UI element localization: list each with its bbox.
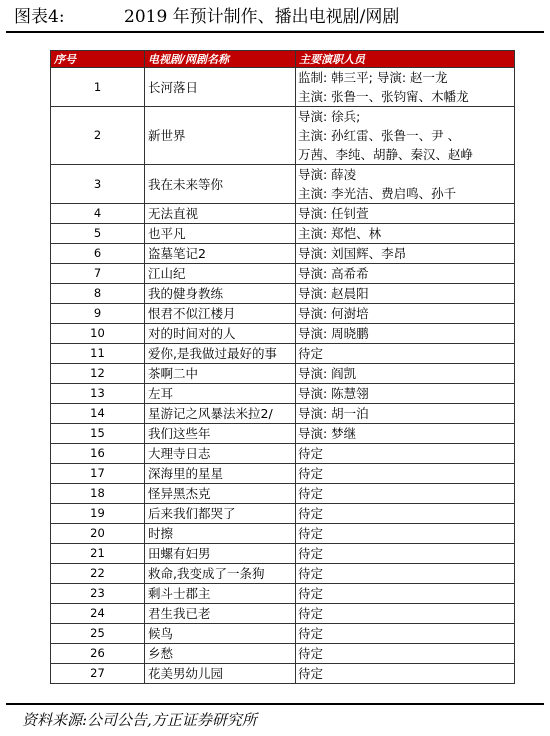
top-rule [6, 31, 544, 33]
cast-crew [296, 224, 515, 244]
cast-line: 导演: 任钊萱 [298, 206, 369, 221]
row-number: 7 [51, 264, 145, 284]
table-body [51, 68, 515, 684]
table-row [51, 68, 515, 107]
drama-name: 田螺有妇男 [145, 544, 296, 564]
table-row [51, 524, 515, 544]
cast-line: 导演: 陈慧翎 [298, 386, 369, 401]
cast-line: 待定 [298, 546, 324, 561]
row-number: 22 [51, 564, 145, 584]
row-number: 18 [51, 484, 145, 504]
cast-line: 导演: 高希希 [298, 266, 369, 281]
cast-crew [296, 524, 515, 544]
drama-name: 怪异黑杰克 [145, 484, 296, 504]
table-row [51, 584, 515, 604]
cast-crew [296, 424, 515, 444]
row-number: 9 [51, 304, 145, 324]
cast-line: 待定 [298, 486, 324, 501]
table-row [51, 544, 515, 564]
table-row [51, 444, 515, 464]
cast-crew [296, 624, 515, 644]
figure-title [14, 4, 544, 30]
cast-crew [296, 204, 515, 224]
cast-line: 万茜、李纯、胡静、秦汉、赵峥 [298, 147, 474, 162]
drama-name: 左耳 [145, 384, 296, 404]
cast-line: 待定 [298, 466, 324, 481]
row-number: 5 [51, 224, 145, 244]
row-number: 26 [51, 644, 145, 664]
drama-name: 候鸟 [145, 624, 296, 644]
drama-name: 乡愁 [145, 644, 296, 664]
drama-name: 剩斗士郡主 [145, 584, 296, 604]
cast-line: 监制: 韩三平; 导演: 赵一龙 [298, 70, 448, 85]
drama-name: 深海里的星星 [145, 464, 296, 484]
cast-crew [296, 107, 515, 165]
table-row [51, 664, 515, 684]
drama-name: 我在未来等你 [145, 165, 296, 204]
cast-line: 待定 [298, 506, 324, 521]
row-number: 8 [51, 284, 145, 304]
table-row [51, 564, 515, 584]
table-row [51, 165, 515, 204]
cast-line: 待定 [298, 586, 324, 601]
table-row [51, 344, 515, 364]
row-number: 1 [51, 68, 145, 107]
row-number: 25 [51, 624, 145, 644]
cast-line: 导演: 赵晨阳 [298, 286, 369, 301]
table-row [51, 284, 515, 304]
cast-line: 待定 [298, 646, 324, 661]
cast-crew [296, 584, 515, 604]
table-row [51, 484, 515, 504]
cast-crew [296, 284, 515, 304]
cast-line: 主演: 李光洁、费启鸣、孙千 [298, 186, 457, 201]
row-number: 13 [51, 384, 145, 404]
cast-line: 主演: 郑恺、林 [298, 226, 382, 241]
cast-line: 导演: 何澍培 [298, 306, 369, 321]
drama-name: 救命,我变成了一条狗 [145, 564, 296, 584]
drama-name: 后来我们都哭了 [145, 504, 296, 524]
cast-line: 导演: 周晓鹏 [298, 326, 369, 341]
cast-line: 导演: 胡一泊 [298, 406, 369, 421]
cast-crew [296, 68, 515, 107]
drama-name: 新世界 [145, 107, 296, 165]
row-number: 16 [51, 444, 145, 464]
cast-line: 主演: 张鲁一、张钧甯、木幡龙 [298, 89, 469, 104]
row-number: 19 [51, 504, 145, 524]
row-number: 23 [51, 584, 145, 604]
row-number: 20 [51, 524, 145, 544]
cast-crew [296, 384, 515, 404]
cast-line: 导演: 薛凌 [298, 167, 357, 182]
row-number: 10 [51, 324, 145, 344]
cast-line: 导演: 徐兵; [298, 109, 361, 124]
table-row [51, 424, 515, 444]
drama-name: 时擦 [145, 524, 296, 544]
row-number: 2 [51, 107, 145, 165]
cast-crew [296, 664, 515, 684]
cast-line: 待定 [298, 566, 324, 581]
drama-name: 花美男幼儿园 [145, 664, 296, 684]
header-cast: 主要演职人员 [296, 51, 515, 68]
cast-line: 待定 [298, 446, 324, 461]
row-number: 12 [51, 364, 145, 384]
table-row [51, 224, 515, 244]
table-header-row [51, 51, 515, 68]
table-row [51, 107, 515, 165]
cast-crew [296, 264, 515, 284]
table-row [51, 644, 515, 664]
cast-line: 主演: 孙红雷、张鲁一、尹 、 [298, 128, 461, 143]
drama-name: 无法直视 [145, 204, 296, 224]
row-number: 14 [51, 404, 145, 424]
drama-name: 爱你,是我做过最好的事 [145, 344, 296, 364]
cast-crew [296, 444, 515, 464]
row-number: 6 [51, 244, 145, 264]
drama-name: 盗墓笔记2 [145, 244, 296, 264]
drama-table [50, 50, 515, 684]
cast-line: 待定 [298, 626, 324, 641]
table-row [51, 304, 515, 324]
cast-crew [296, 504, 515, 524]
drama-name: 对的时间对的人 [145, 324, 296, 344]
table-row [51, 244, 515, 264]
drama-name: 恨君不似江楼月 [145, 304, 296, 324]
row-number: 3 [51, 165, 145, 204]
cast-line: 导演: 阎凯 [298, 366, 357, 381]
cast-crew [296, 464, 515, 484]
table-row [51, 504, 515, 524]
table-row [51, 264, 515, 284]
cast-crew [296, 324, 515, 344]
row-number: 15 [51, 424, 145, 444]
cast-crew [296, 244, 515, 264]
cast-crew [296, 484, 515, 504]
table-row [51, 604, 515, 624]
header-no: 序号 [51, 51, 145, 68]
cast-crew [296, 304, 515, 324]
table-row [51, 464, 515, 484]
drama-name: 大理寺日志 [145, 444, 296, 464]
drama-name: 长河落日 [145, 68, 296, 107]
row-number: 24 [51, 604, 145, 624]
cast-line: 待定 [298, 606, 324, 621]
cast-crew [296, 564, 515, 584]
cast-line: 待定 [298, 346, 324, 361]
cast-crew [296, 165, 515, 204]
table-row [51, 364, 515, 384]
table-row [51, 384, 515, 404]
drama-name: 也平凡 [145, 224, 296, 244]
row-number: 21 [51, 544, 145, 564]
drama-name: 我们这些年 [145, 424, 296, 444]
source-note: 资料来源:公司公告,方正证券研究所 [22, 711, 257, 729]
table-row [51, 204, 515, 224]
row-number: 17 [51, 464, 145, 484]
drama-name: 星游记之风暴法米拉2/ [145, 404, 296, 424]
cast-line: 导演: 梦继 [298, 426, 357, 441]
bottom-rule [6, 703, 544, 705]
table-row [51, 324, 515, 344]
drama-name: 茶啊二中 [145, 364, 296, 384]
row-number: 11 [51, 344, 145, 364]
figure-title-text: 2019 年预计制作、播出电视剧/网剧 [124, 7, 400, 27]
row-number: 27 [51, 664, 145, 684]
cast-crew [296, 344, 515, 364]
header-name: 电视剧/网剧名称 [145, 51, 296, 68]
figure-label: 图表4: [14, 7, 65, 27]
drama-name: 江山纪 [145, 264, 296, 284]
table-row [51, 624, 515, 644]
cast-line: 待定 [298, 666, 324, 681]
cast-line: 待定 [298, 526, 324, 541]
drama-name: 我的健身教练 [145, 284, 296, 304]
cast-line: 导演: 刘国辉、李昂 [298, 246, 407, 261]
row-number: 4 [51, 204, 145, 224]
cast-crew [296, 404, 515, 424]
drama-name: 君生我已老 [145, 604, 296, 624]
cast-crew [296, 544, 515, 564]
cast-crew [296, 364, 515, 384]
cast-crew [296, 604, 515, 624]
table-row [51, 404, 515, 424]
cast-crew [296, 644, 515, 664]
